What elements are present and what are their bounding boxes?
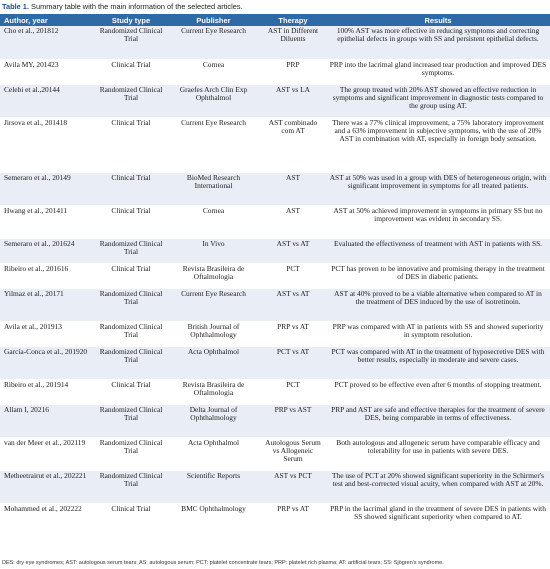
cell-publisher: BioMed Research International (167, 172, 260, 205)
cell-therapy: AST (260, 205, 326, 238)
cell-therapy: PRP vs AT (260, 321, 326, 346)
cell-therapy: AST combinado com AT (260, 117, 326, 172)
cell-author: Semeraro et al., 20149 (0, 172, 95, 205)
cell-publisher: Current Eye Research (167, 288, 260, 321)
cell-author: Allam I, 20216 (0, 404, 95, 437)
cell-study-type: Clinical Trial (95, 379, 167, 404)
table-row (0, 238, 550, 263)
cell-publisher: British Journal of Ophthalmology (167, 321, 260, 346)
cell-therapy: PRP vs AST (260, 404, 326, 437)
cell-author: Ribeiro et al., 201616 (0, 263, 95, 288)
column-header-therapy: Therapy (260, 14, 326, 26)
table-row (0, 321, 550, 346)
table-row (0, 404, 550, 437)
table-caption (0, 0, 550, 14)
cell-results: The use of PCT at 20% showed significant superiority in the Schirmer's test and best-corrected visual acuity, when compared with AST at 20%. (326, 470, 550, 503)
cell-publisher: Revista Brasileira de Oftalmologia (167, 379, 260, 404)
cell-publisher: Acta Ophthalmol (167, 437, 260, 470)
table-row (0, 437, 550, 470)
caption-label: Table 1. (2, 2, 29, 11)
cell-therapy: PRP vs AT (260, 503, 326, 536)
table-row (0, 117, 550, 172)
cell-author: Yilmaz et al., 20171 (0, 288, 95, 321)
table-row (0, 503, 550, 536)
cell-study-type: Clinical Trial (95, 263, 167, 288)
cell-author: Hwang et al., 201411 (0, 205, 95, 238)
table-row (0, 59, 550, 84)
cell-publisher: Acta Ophthalmol (167, 346, 260, 379)
cell-publisher: Scientific Reports (167, 470, 260, 503)
table-row (0, 205, 550, 238)
cell-publisher: Current Eye Research (167, 26, 260, 59)
cell-therapy: AST in Different Diluents (260, 26, 326, 59)
table-row (0, 379, 550, 404)
table-row (0, 263, 550, 288)
cell-therapy: PCT (260, 263, 326, 288)
cell-study-type: Clinical Trial (95, 117, 167, 172)
cell-therapy: AST vs AT (260, 238, 326, 263)
cell-study-type: Randomized Clinical Trial (95, 346, 167, 379)
cell-author: Jirsova et al., 201418 (0, 117, 95, 172)
cell-author: Semeraro et al., 201624 (0, 238, 95, 263)
cell-study-type: Randomized Clinical Trial (95, 321, 167, 346)
cell-author: van der Meer et al., 202119 (0, 437, 95, 470)
cell-results: Evaluated the effectiveness of treatment with AST in patients with SS. (326, 238, 550, 263)
cell-results: PCT was compared with AT in the treatment of hyposecretive DES with better results, especially in moderate and severe cases. (326, 346, 550, 379)
cell-results: AST at 40% proved to be a viable alternative when compared to AT in the treatment of DES induced by the use of isotretinoin. (326, 288, 550, 321)
cell-study-type: Clinical Trial (95, 172, 167, 205)
cell-author: Ribeiro et al., 201914 (0, 379, 95, 404)
cell-therapy: AST (260, 172, 326, 205)
cell-results: PRP in the lacrimal gland in the treatment of severe DES in patients with SS showed significant superiority when compared to AT. (326, 503, 550, 536)
cell-author: Celebi et al.,20144 (0, 84, 95, 117)
cell-study-type: Randomized Clinical Trial (95, 404, 167, 437)
column-header-results: Results (326, 14, 550, 26)
cell-author: Cho et al., 201812 (0, 26, 95, 59)
cell-study-type: Clinical Trial (95, 59, 167, 84)
summary-table (0, 14, 550, 537)
cell-author: García-Conca et al., 201920 (0, 346, 95, 379)
cell-results: Both autologous and allogeneic serum have comparable efficacy and tolerability for use in patients with severe DES. (326, 437, 550, 470)
cell-results: There was a 77% clinical improvement, a 75% laboratory improvement and a 63% improvement in subjective symptoms, with the use of 20% AST in combination with AT, especially in foreign body sensation. (326, 117, 550, 172)
cell-publisher: Cornea (167, 59, 260, 84)
cell-results: PCT proved to be effective even after 6 months of stopping treatment. (326, 379, 550, 404)
cell-publisher: BMC Ophthalmology (167, 503, 260, 536)
cell-therapy: AST vs AT (260, 288, 326, 321)
column-header-publisher: Publisher (167, 14, 260, 26)
cell-publisher: In Vivo (167, 238, 260, 263)
table-row (0, 288, 550, 321)
cell-therapy: PCT vs AT (260, 346, 326, 379)
table-row (0, 470, 550, 503)
caption-text: Summary table with the main information of the selected articles. (28, 2, 243, 11)
table-row (0, 26, 550, 59)
column-header-study-type: Study type (95, 14, 167, 26)
cell-publisher: Current Eye Research (167, 117, 260, 172)
cell-results: PRP and AST are safe and effective therapies for the treatment of severe DES, being comparable in terms of effectiveness. (326, 404, 550, 437)
cell-study-type: Randomized Clinical Trial (95, 470, 167, 503)
cell-results: AST at 50% was used in a group with DES of heterogeneous origin, with significant improvement in symptoms for all treated patients. (326, 172, 550, 205)
cell-therapy: AST vs PCT (260, 470, 326, 503)
cell-study-type: Randomized Clinical Trial (95, 26, 167, 59)
cell-publisher: Revista Brasileira de Oftalmologia (167, 263, 260, 288)
cell-therapy: PCT (260, 379, 326, 404)
cell-results: 100% AST was more effective in reducing symptoms and correcting epithelial defects in groups with SS and persistent epithelial defects. (326, 26, 550, 59)
cell-study-type: Randomized Clinical Trial (95, 84, 167, 117)
cell-results: The group treated with 20% AST showed an effective reduction in symptoms and significant improvement in diagnostic tests compared to the group using AT. (326, 84, 550, 117)
cell-publisher: Cornea (167, 205, 260, 238)
table-row (0, 346, 550, 379)
cell-author: Avila MY, 201423 (0, 59, 95, 84)
cell-results: AST at 50% achieved improvement in symptoms in primary SS but no improvement was evident in secondary SS. (326, 205, 550, 238)
table-header-row (0, 14, 550, 26)
cell-publisher: Delta Journal of Ophthalmology (167, 404, 260, 437)
cell-author: Mohammed et al., 202222 (0, 503, 95, 536)
cell-therapy: PRP (260, 59, 326, 84)
cell-therapy: Autologous Serum vs Allogeneic Serum (260, 437, 326, 470)
column-header-author: Author, year (0, 14, 95, 26)
cell-results: PCT has proven to be innovative and promising therapy in the treatment of DES in diabetic patients. (326, 263, 550, 288)
cell-study-type: Randomized Clinical Trial (95, 238, 167, 263)
cell-author: Avila et al., 201913 (0, 321, 95, 346)
cell-study-type: Randomized Clinical Trial (95, 288, 167, 321)
table-row (0, 84, 550, 117)
table-footnote: DES: dry eye syndromes; AST: autologous serum tears; AS: autologous serum; PCT: platelet concentrate tears; PRP: platelet rich plasma; AT: artificial tears; SS: Sjögren's syndrome. (2, 560, 444, 566)
cell-results: PRP was compared with AT in patients with SS and showed superiority in symptom resolution. (326, 321, 550, 346)
cell-study-type: Clinical Trial (95, 205, 167, 238)
cell-results: PRP into the lacrimal gland increased tear production and improved DES symptoms. (326, 59, 550, 84)
cell-publisher: Graefes Arch Clin Exp Ophthalmol (167, 84, 260, 117)
table-row (0, 172, 550, 205)
cell-study-type: Randomized Clinical Trial (95, 437, 167, 470)
cell-author: Metheetrairut et al., 202221 (0, 470, 95, 503)
cell-therapy: AST vs LA (260, 84, 326, 117)
cell-study-type: Clinical Trial (95, 503, 167, 536)
